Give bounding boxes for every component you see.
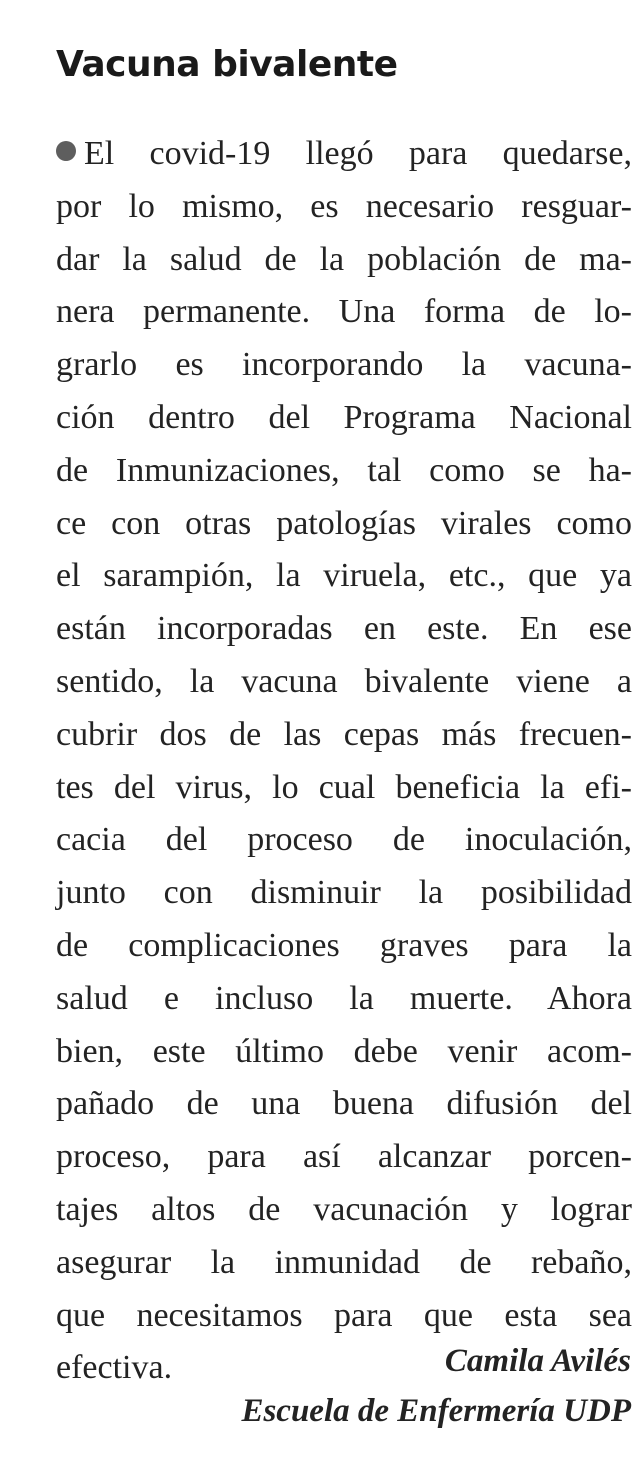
signature-block (241, 1336, 631, 1436)
body-line (56, 128, 632, 181)
bullet-icon (56, 141, 76, 161)
body-line: de complicaciones graves para la (56, 926, 632, 964)
body-line: de Inmunizaciones, tal como se ha- (56, 451, 632, 489)
body-line: efectiva. (56, 1349, 173, 1387)
letter-column (56, 38, 632, 1395)
body-line: cubrir dos de las cepas más frecuen- (56, 715, 632, 753)
body-line: salud e incluso la muerte. Ahora (56, 979, 632, 1017)
body-line: nera permanente. Una forma de lo- (56, 293, 632, 331)
body-line: cacia del proceso de inoculación, (56, 821, 632, 859)
body-line: tajes altos de vacunación y lograr (56, 1190, 632, 1228)
body-line: asegurar la inmunidad de rebaño, (56, 1243, 632, 1281)
body-line-text: El covid-19 llegó para quedarse, (84, 135, 632, 172)
body-line: que necesitamos para que esta sea (56, 1296, 632, 1334)
letter-title: Vacuna bivalente (56, 44, 398, 85)
body-line: pañado de una buena difusión del (56, 1085, 632, 1123)
body-line: tes del virus, lo cual beneficia la efi- (56, 768, 632, 806)
body-line: bien, este último debe venir acom- (56, 1032, 632, 1070)
body-line: ce con otras patologías virales como (56, 504, 632, 542)
body-line: sentido, la vacuna bivalente viene a (56, 662, 632, 700)
body-line: dar la salud de la población de ma- (56, 240, 632, 278)
body-line: están incorporadas en este. En ese (56, 610, 632, 648)
author-affiliation: Escuela de Enfermería UDP (241, 1393, 631, 1429)
body-line: proceso, para así alcanzar porcen- (56, 1138, 632, 1176)
body-line: grarlo es incorporando la vacuna- (56, 346, 632, 384)
body-line: junto con disminuir la posibilidad (56, 874, 632, 912)
body-line: ción dentro del Programa Nacional (56, 398, 632, 436)
body-line: el sarampión, la viruela, etc., que ya (56, 557, 632, 595)
author-name: Camila Avilés (444, 1343, 631, 1379)
body-line: por lo mismo, es necesario resguar- (56, 187, 632, 225)
letter-body (56, 128, 632, 1395)
